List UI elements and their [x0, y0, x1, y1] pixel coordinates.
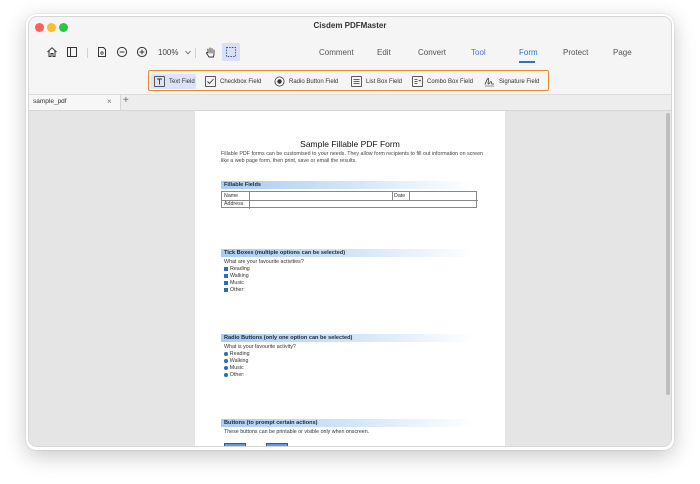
table-divider [392, 192, 393, 200]
radio-option[interactable] [224, 365, 244, 371]
tab-edit[interactable]: Edit [377, 48, 391, 57]
text-field-button[interactable] [151, 74, 196, 89]
radio-option-label: Reading [229, 351, 250, 357]
tick-question: What are your favourite activities? [224, 259, 304, 265]
section-heading-buttons: Buttons (to prompt certain actions) [224, 420, 318, 426]
fillable-fields-table [221, 191, 477, 208]
main-toolbar [29, 39, 671, 67]
toolbar-separator [195, 48, 196, 58]
radio-question: What is your favourite activity? [224, 344, 296, 350]
radio-button-icon [224, 366, 228, 370]
radio-option[interactable] [224, 351, 250, 357]
tick-option[interactable] [224, 287, 245, 293]
name-label: Name [224, 193, 239, 199]
toolbar-separator [87, 48, 88, 58]
document-canvas [29, 111, 671, 447]
list-box-field-button[interactable] [348, 74, 402, 89]
radio-option-label: Other: [229, 372, 245, 378]
tick-option[interactable] [224, 273, 249, 279]
combo-box-icon [412, 76, 423, 87]
radio-button-field-button[interactable] [271, 74, 338, 89]
signature-field-button[interactable] [481, 74, 539, 89]
tick-option[interactable] [224, 280, 244, 286]
radio-button-icon [274, 76, 285, 87]
form-sub-toolbar [29, 67, 671, 95]
checkbox-icon [224, 288, 228, 292]
list-box-field-label: List Box Field [366, 78, 403, 85]
buttons-description: These buttons can be printable or visible only when onscreen. [224, 429, 370, 435]
page-icon[interactable] [95, 45, 109, 59]
close-icon[interactable]: × [107, 97, 112, 106]
tick-option-label: Walking [230, 273, 249, 279]
combo-box-field-button[interactable] [409, 74, 473, 89]
checkbox-icon [205, 76, 216, 87]
checkbox-field-button[interactable] [202, 74, 261, 89]
tab-form[interactable]: Form [519, 48, 538, 57]
document-tab-label: sample_pdf [33, 98, 67, 105]
radio-button-icon [224, 359, 228, 363]
signature-icon [484, 76, 495, 87]
tab-page[interactable]: Page [613, 48, 632, 57]
zoom-level-select[interactable] [158, 48, 191, 57]
select-icon[interactable] [222, 43, 240, 61]
pdf-form-button[interactable] [266, 443, 288, 447]
section-band-fillable [221, 181, 475, 189]
checkbox-icon [224, 274, 228, 278]
home-icon[interactable] [45, 45, 59, 59]
name-field[interactable] [250, 192, 392, 200]
pdf-title: Sample Fillable PDF Form [300, 139, 400, 149]
section-band-radio-buttons [221, 334, 475, 342]
tab-tool[interactable]: Tool [471, 48, 486, 57]
date-field[interactable] [410, 192, 478, 200]
radio-button-icon [224, 352, 228, 356]
form-tools-highlight [148, 70, 549, 91]
radio-button-icon [224, 373, 228, 377]
text-field-label: Text Field [169, 78, 195, 85]
tick-option-label: Reading [230, 266, 250, 272]
section-band-buttons [221, 419, 475, 427]
tick-option-label: Music [230, 280, 244, 286]
address-label: Address [224, 201, 244, 207]
zoom-out-icon[interactable] [115, 45, 129, 59]
radio-option[interactable] [224, 358, 248, 364]
zoom-in-icon[interactable] [135, 45, 149, 59]
signature-field-label: Signature Field [499, 78, 540, 85]
section-band-tick-boxes [221, 249, 475, 257]
section-heading-fillable: Fillable Fields [224, 182, 261, 188]
address-field[interactable] [250, 201, 478, 209]
document-tab[interactable] [29, 95, 121, 110]
tab-protect[interactable]: Protect [563, 48, 589, 57]
sidebar-icon[interactable] [65, 45, 79, 59]
date-label: Date [394, 193, 406, 199]
document-tab-strip [29, 95, 671, 111]
add-tab-icon[interactable]: + [123, 95, 129, 106]
checkbox-icon [224, 267, 228, 271]
section-heading-tick-boxes: Tick Boxes (multiple options can be selected) [224, 250, 346, 256]
app-window [28, 16, 672, 447]
pdf-form-button[interactable] [224, 443, 246, 447]
zoom-level-value: 100% [158, 48, 179, 57]
checkbox-field-label: Checkbox Field [220, 78, 262, 85]
pdf-page [195, 111, 505, 447]
tab-comment[interactable]: Comment [319, 48, 354, 57]
text-field-icon [154, 76, 165, 87]
tab-convert[interactable]: Convert [418, 48, 447, 57]
active-tab-indicator [519, 61, 535, 63]
radio-option[interactable] [224, 372, 245, 378]
combo-box-field-label: Combo Box Field [427, 78, 474, 85]
section-heading-radio-buttons: Radio Buttons (only one option can be selected) [224, 335, 353, 341]
title-bar [29, 17, 671, 39]
radio-button-field-label: Radio Button Field [289, 78, 339, 85]
checkbox-icon [224, 281, 228, 285]
tick-option[interactable] [224, 266, 250, 272]
radio-option-label: Music [229, 365, 244, 371]
window-title: Cisdem PDFMaster [313, 21, 387, 30]
chevron-down-icon [185, 48, 191, 57]
vertical-scrollbar[interactable] [666, 113, 670, 395]
radio-option-label: Walking [229, 358, 249, 364]
list-box-icon [351, 76, 362, 87]
tick-option-label: Other: [230, 287, 245, 293]
pdf-intro-text: Fillable PDF forms can be customised to your needs. They allow form recipients to fill out information on screen like a web page form, then print, save or email the results. [221, 151, 483, 164]
hand-icon[interactable] [203, 45, 217, 59]
